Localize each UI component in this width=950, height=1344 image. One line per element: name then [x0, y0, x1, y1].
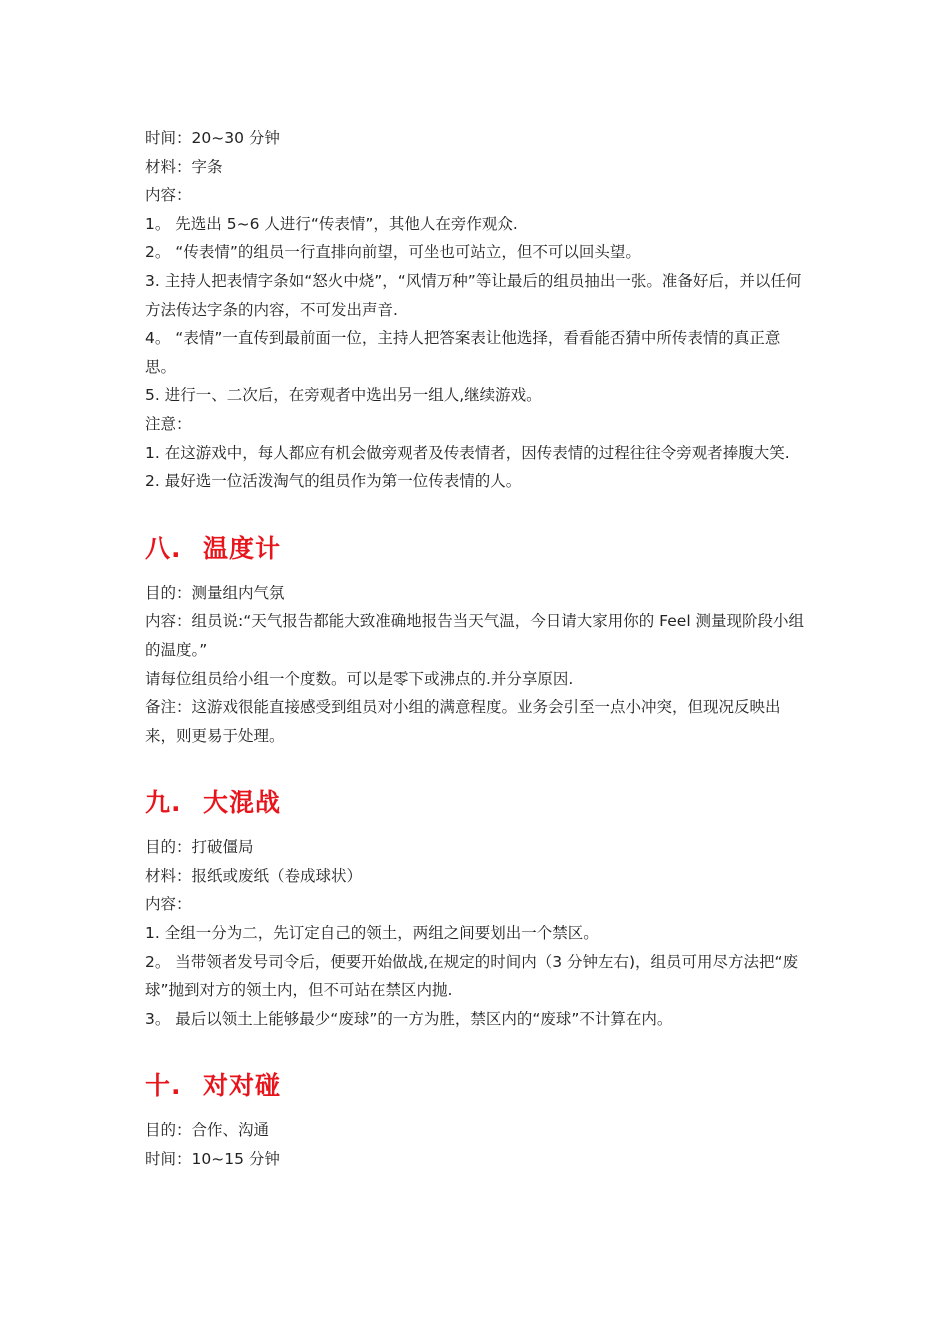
- intro-block: [145, 124, 810, 496]
- section-8-title: 温度计: [203, 533, 282, 563]
- remark-line: 备注：这游戏很能直接感受到组员对小组的满意程度。业务会引至一点小冲突，但现况反映出来，则更易于处理。: [145, 698, 781, 745]
- material-line: 材料：报纸或废纸（卷成球状）: [145, 866, 363, 885]
- section-9-heading: [145, 786, 810, 820]
- time-line: 时间：10~15 分钟: [145, 1150, 280, 1169]
- step-2: 2。 “传表情”的组员一行直排向前望，可坐也可站立，但不可以回头望。: [145, 243, 641, 262]
- section-10-number: 十.: [145, 1071, 182, 1101]
- section-8: [145, 532, 810, 751]
- section-10: [145, 1069, 810, 1173]
- step-1: 1。 先选出 5~6 人进行“传表情”，其他人在旁作观众.: [145, 214, 518, 233]
- material-line: 材料：字条: [145, 157, 223, 176]
- content-label: 内容：: [145, 186, 192, 205]
- time-line: 时间：20~30 分钟: [145, 129, 280, 147]
- section-10-title: 对对碰: [203, 1071, 282, 1101]
- notes-label: 注意：: [145, 414, 192, 433]
- step-4: 4。 “表情”一直传到最前面一位，主持人把答案表让他选择，看看能否猜中所传表情的真正意思。: [145, 329, 781, 376]
- purpose-line: 目的：测量组内气氛: [145, 583, 285, 602]
- step-5: 5. 进行一、二次后，在旁观者中选出另一组人,继续游戏。: [145, 386, 542, 405]
- step-1: 1. 全组一分为二，先订定自己的领土，两组之间要划出一个禁区。: [145, 924, 599, 943]
- instruction-line: 请每位组员给小组一个度数。可以是零下或沸点的.并分享原因.: [145, 669, 574, 688]
- section-9-number: 九.: [145, 788, 182, 818]
- section-9: [145, 786, 810, 1033]
- section-8-number: 八.: [145, 533, 182, 563]
- content-line: 内容：组员说:“天气报告都能大致准确地报告当天气温，今日请大家用你的 Feel 测量现阶段小组的温度。”: [145, 612, 805, 659]
- note-1: 1. 在这游戏中，每人都应有机会做旁观者及传表情者，因传表情的过程往往令旁观者捧腹大笑.: [145, 443, 790, 462]
- section-9-title: 大混战: [203, 788, 282, 818]
- step-3: 3。 最后以领土上能够最少“废球”的一方为胜，禁区内的“废球”不计算在内。: [145, 1009, 673, 1028]
- note-2: 2. 最好选一位活泼淘气的组员作为第一位传表情的人。: [145, 472, 522, 491]
- document-page: [145, 124, 810, 1174]
- section-10-heading: [145, 1069, 810, 1103]
- step-2: 2。 当带领者发号司令后，便要开始做战,在规定的时间内（3 分钟左右)，组员可用尽方法把“废球”抛到对方的领土内，但不可站在禁区内抛.: [145, 952, 799, 1000]
- purpose-line: 目的：合作、沟通: [145, 1121, 270, 1140]
- step-3: 3. 主持人把表情字条如“怒火中烧”，“风情万种”等让最后的组员抽出一张。准备好后，并以任何方法传达字条的内容，不可发出声音.: [145, 271, 802, 319]
- section-8-heading: [145, 532, 810, 566]
- purpose-line: 目的：打破僵局: [145, 838, 254, 857]
- content-label: 内容：: [145, 895, 192, 914]
